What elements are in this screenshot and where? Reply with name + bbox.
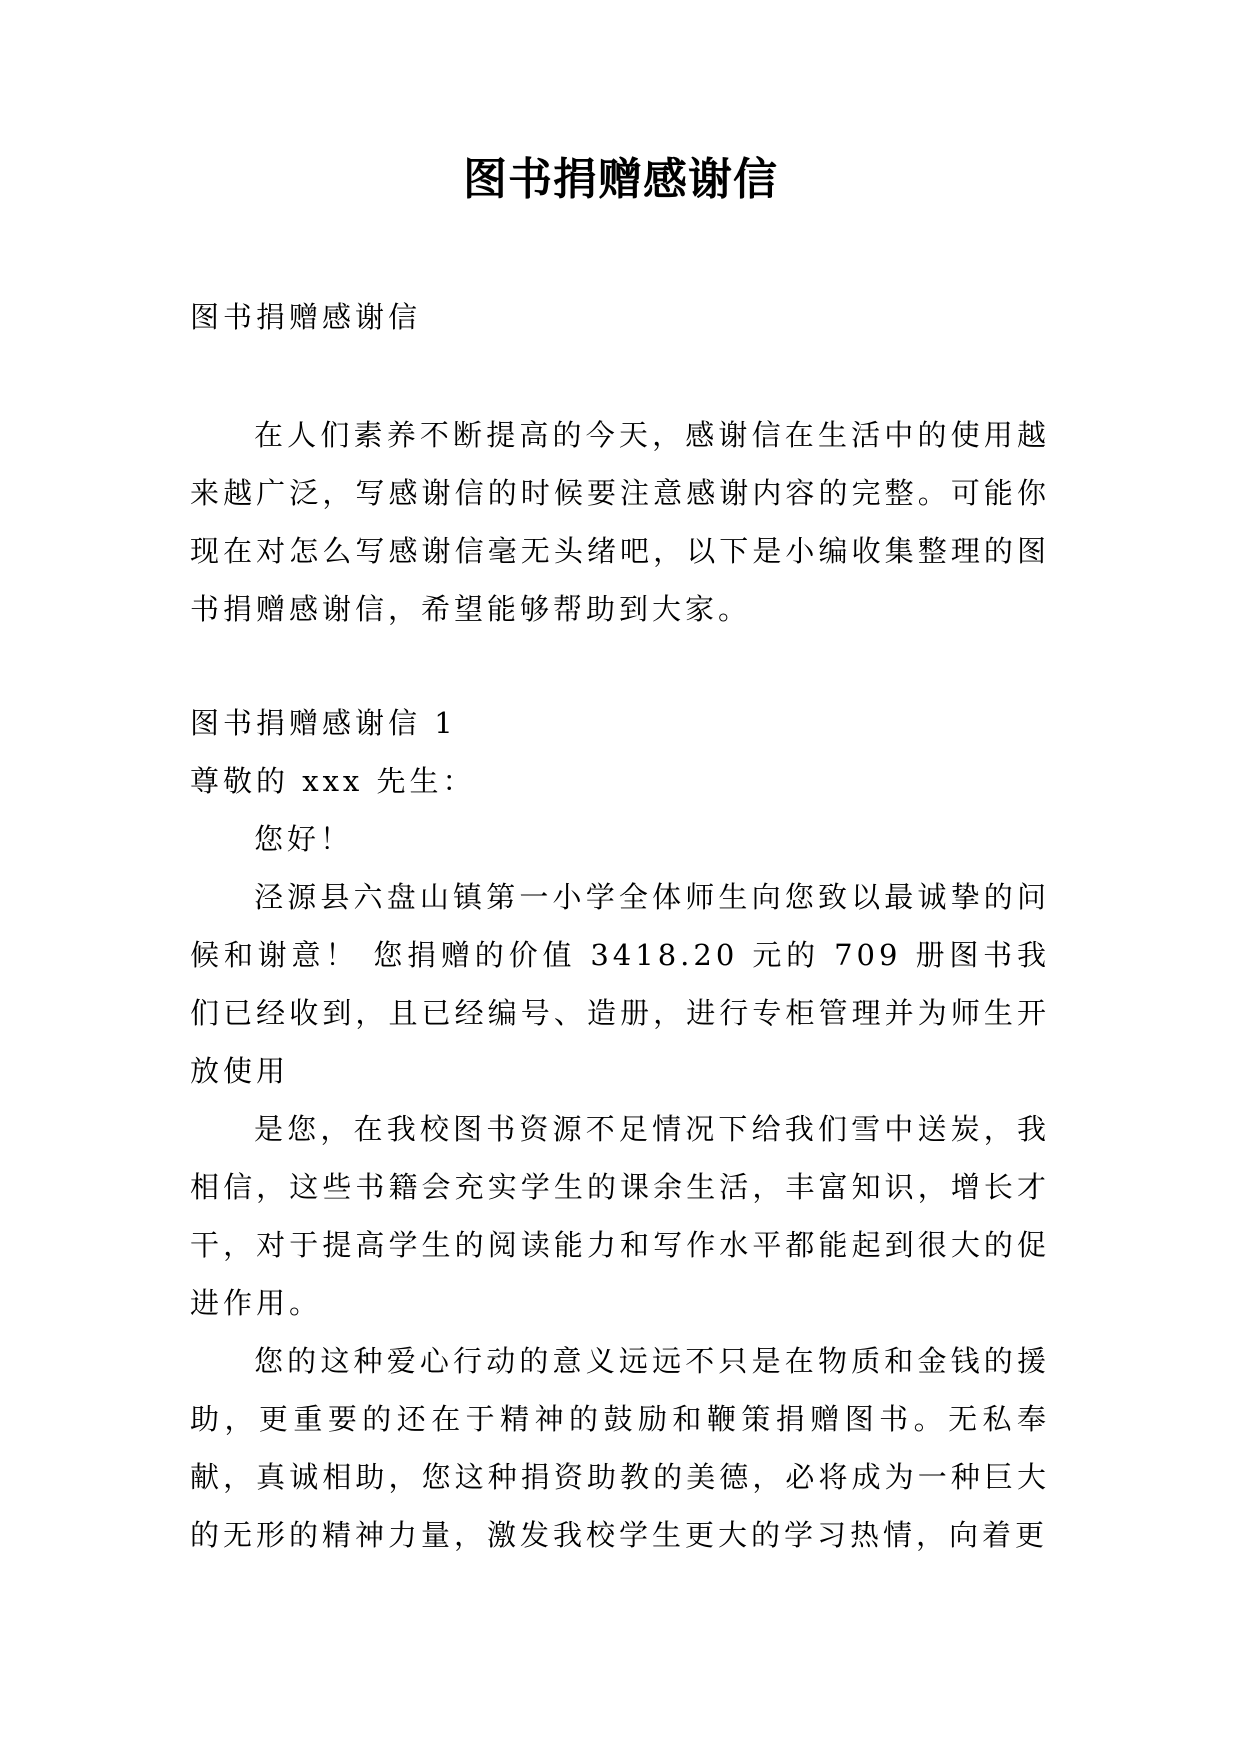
body-paragraph-2: 是您，在我校图书资源不足情况下给我们雪中送炭，我相信，这些书籍会充实学生的课余生活，丰富知识，增长才干，对于提高学生的阅读能力和写作水平都能起到很大的促进作用。 xyxy=(190,1112,1050,1320)
document-title: 图书捐赠感谢信 xyxy=(463,154,778,205)
body-paragraph-3: 您的这种爱心行动的意义远远不只是在物质和金钱的援助，更重要的还在于精神的鼓励和鞭策捐赠图书。无私奉献，真诚相助，您这种捐资助教的美德，必将成为一种巨大的无形的精神力量，激发我校学生更大的学习热情，向着更 xyxy=(190,1344,1050,1552)
intro-paragraph: 在人们素养不断提高的今天，感谢信在生活中的使用越来越广泛，写感谢信的时候要注意感谢内容的完整。可能你现在对怎么写感谢信毫无头绪吧，以下是小编收集整理的图书捐赠感谢信，希望能够帮助到大家。 xyxy=(190,418,1050,626)
body-paragraph-1: 泾源县六盘山镇第一小学全体师生向您致以最诚挚的问候和谢意！ 您捐赠的价值 3418.20 元的 709 册图书我们已经收到，且已经编号、造册，进行专柜管理并为师生开放使用 xyxy=(190,880,1050,1088)
section-title: 图书捐赠感谢信 1 xyxy=(190,706,457,740)
salutation: 尊敬的 xxx 先生： xyxy=(190,764,476,798)
greeting: 您好！ xyxy=(254,822,354,856)
document-body xyxy=(190,288,1050,1564)
subtitle: 图书捐赠感谢信 xyxy=(190,300,422,334)
